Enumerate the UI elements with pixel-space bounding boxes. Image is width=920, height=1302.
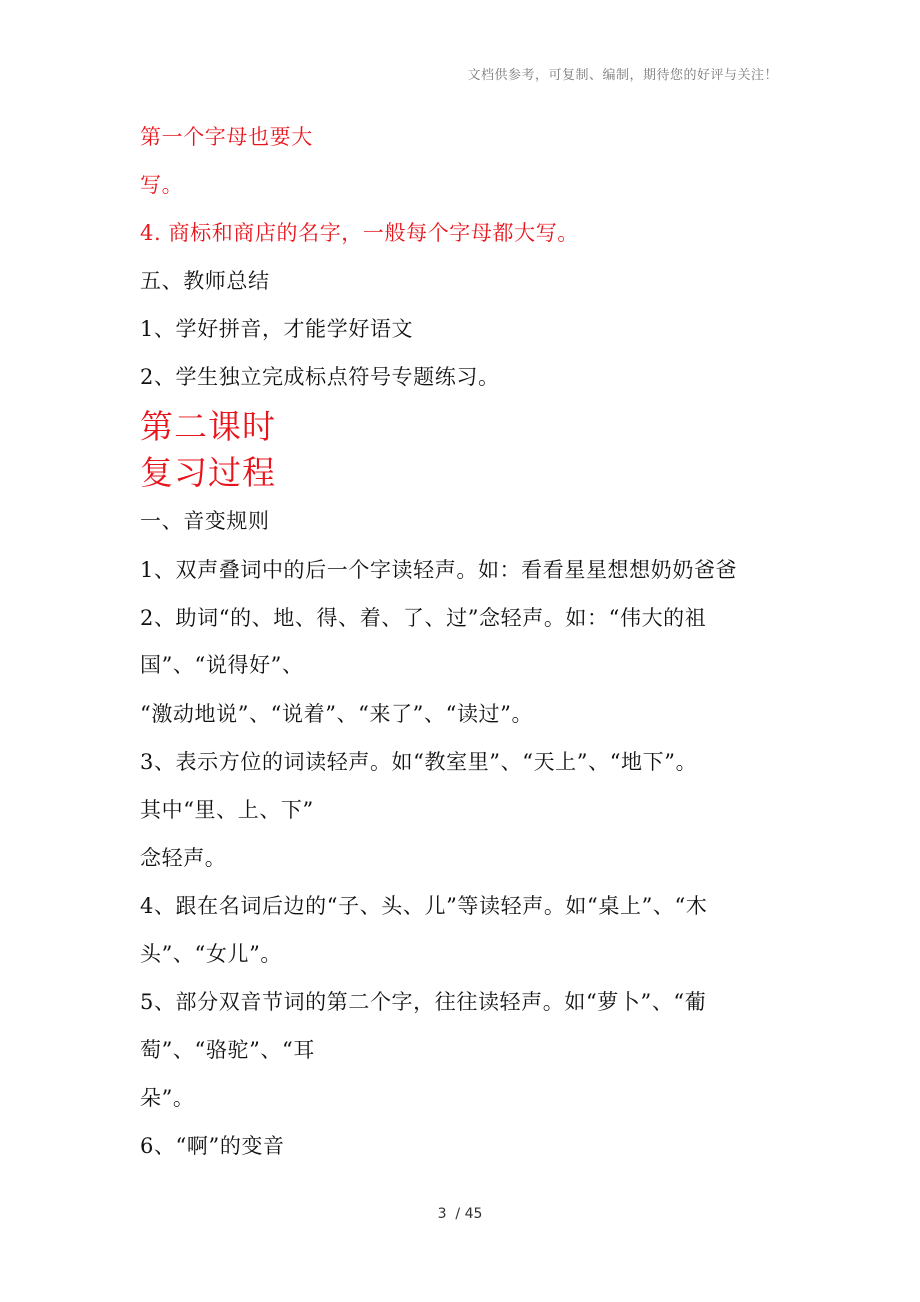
lesson-title: 第二课时	[140, 407, 276, 446]
body-line: 3、表示方位的词读轻声。如“教室里”、“天上”、“地下”。	[140, 750, 698, 774]
body-line: 2、学生独立完成标点符号专题练习。	[140, 365, 500, 389]
body-line: 1、双声叠词中的后一个字读轻声。如：看看星星想想奶奶爸爸	[140, 558, 738, 582]
body-line: 念轻声。	[140, 846, 227, 870]
body-line: 第一个字母也要大	[140, 125, 313, 149]
section-heading: 五、教师总结	[140, 269, 270, 293]
body-line: 6、“啊”的变音	[140, 1134, 285, 1158]
body-line: 写。	[140, 173, 184, 197]
body-line: 2、助词“的、地、得、着、了、过”念轻声。如：“伟大的祖	[140, 606, 707, 630]
body-line: “激动地说”、“说着”、“来了”、“读过”。	[140, 702, 534, 726]
body-line: 1、学好拼音，才能学好语文	[140, 317, 414, 341]
body-line: 萄”、“骆驼”、“耳	[140, 1038, 315, 1062]
section-heading: 一、音变规则	[140, 509, 270, 533]
body-line: 4. 商标和商店的名字，一般每个字母都大写。	[140, 221, 579, 245]
body-line: 头”、“女儿”。	[140, 942, 283, 966]
body-line: 5、部分双音节词的第二个字，往往读轻声。如“萝卜”、“葡	[140, 990, 707, 1014]
header-note: 文档供参考，可复制、编制，期待您的好评与关注！	[467, 68, 778, 83]
page-number: 3 / 45	[437, 1206, 483, 1222]
body-line: 国”、“说得好”、	[140, 653, 304, 677]
body-line: 朵”。	[140, 1086, 195, 1110]
body-line: 其中“里、上、下”	[140, 798, 314, 822]
body-line: 4、跟在名词后边的“子、头、儿”等读轻声。如“桌上”、“木	[140, 894, 708, 918]
lesson-subtitle: 复习过程	[140, 453, 276, 492]
